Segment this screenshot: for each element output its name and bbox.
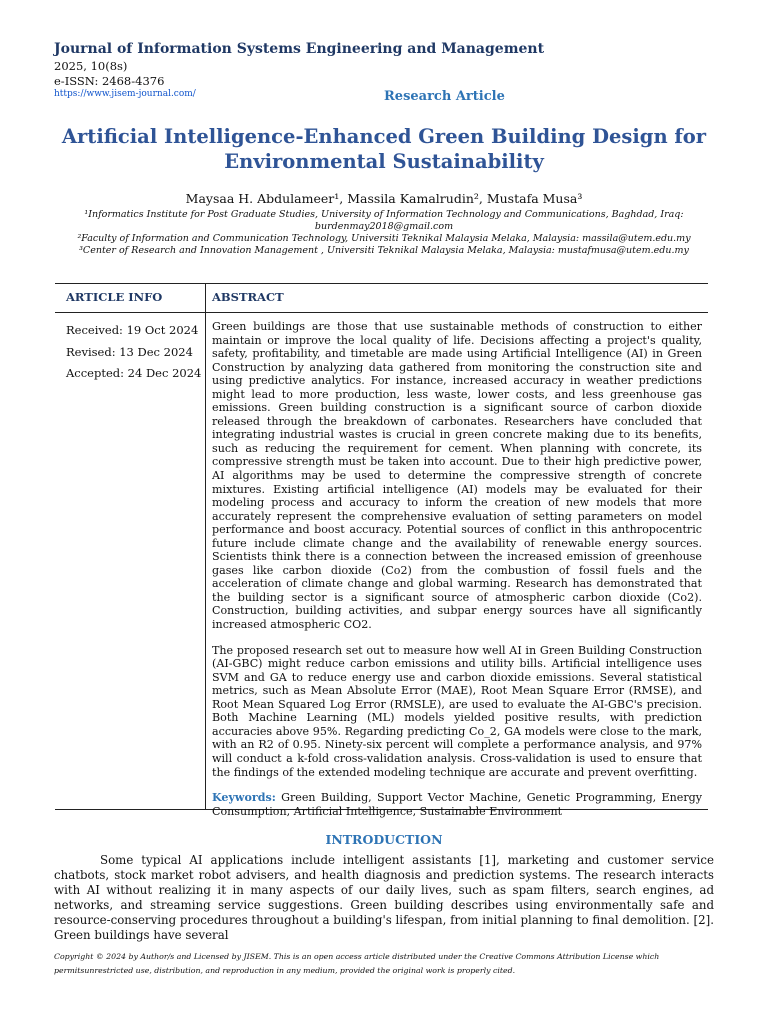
affiliation-3: ³Center of Research and Innovation Management , Universiti Teknikal Malaysia Melaka, Malaysia: mustafmusa@utem.edu.my bbox=[79, 245, 689, 256]
abstract-paragraph-1: Green buildings are those that use sustainable methods of construction to either maintain or improve the local quality of life. Decisions affecting a project's quality, safety, profitability, and timetable are made using Artificial Intelligence (AI) in Green Construction by analyzing data gathered from monitoring the construction site and using predictive analytics. For instance, increased accuracy in weather predictions might lead to more production, less waste, lower costs, and less greenhouse gas emissions. Green building construction is a significant source of carbon dioxide released through the breakdown of carbonates. Researchers have concluded that integrating industrial wastes is crucial in green concrete making due to its benefits, such as reducing the requirement for cement. When planning with concrete, its compressive strength must be taken into account. Due to their high predictive power, AI algorithms may be used to determine the compressive strength of concrete mixtures. Existing artificial intelligence (AI) models may be evaluated for their modeling process and accuracy to inform the creation of new models that more accurately represent the comprehensive evaluation of setting parameters on model performance and boost accuracy. Potential sources of conflict in this anthropocentric future include climate change and the availability of renewable energy sources. Scientists think there is a connection between the increased emission of greenhouse gases like carbon dioxide (Co2) from the combustion of fossil fuels and the acceleration of climate change and global warming. Research has demonstrated that the building sector is a significant source of atmospheric carbon dioxide (Co2). Construction, building activities, and subpar energy sources have all significantly increased atmospheric CO2. bbox=[212, 320, 702, 632]
abstract-body bbox=[212, 320, 702, 818]
paper-title-line-1: Artificial Intelligence-Enhanced Green Building Design for bbox=[61, 125, 707, 148]
abstract-paragraph-2: The proposed research set out to measure how well AI in Green Building Construction (AI-GBC) might reduce carbon emissions and utility bills. Artificial intelligence uses SVM and GA to reduce energy use and carbon dioxide emissions. Several statistical metrics, such as Mean Absolute Error (MAE), Root Mean Square Error (RMSE), and Root Mean Squared Log Error (RMSLE), are used to evaluate the AI-GBC's precision. Both Machine Learning (ML) models yielded positive results, with prediction accuracies above 95%. Regarding predicting Co_2, GA models were close to the mark, with an R2 of 0.95. Ninety-six percent will complete a performance analysis, and 97% will conduct a k-fold cross-validation analysis. Cross-validation is used to ensure that the findings of the extended modeling technique are accurate and prevent overfitting. bbox=[212, 643, 702, 779]
paper-title-line-2: Environmental Sustainability bbox=[224, 150, 544, 173]
keywords-label: Keywords: bbox=[212, 791, 276, 805]
article-type-label: Research Article bbox=[384, 89, 505, 104]
affiliation-1: ¹Informatics Institute for Post Graduate Studies, University of Information Technology and Communications, Baghdad, Iraq: bbox=[84, 209, 684, 220]
journal-url-link[interactable]: https://www.jisem-journal.com/ bbox=[54, 89, 196, 99]
author-list: Maysaa H. Abdulameer¹, Massila Kamalrudin², Mustafa Musa³ bbox=[185, 191, 583, 206]
affiliation-list bbox=[70, 209, 698, 257]
table-top-rule bbox=[55, 283, 708, 284]
keywords-block bbox=[212, 791, 702, 818]
table-header-rule bbox=[55, 312, 708, 313]
introduction-heading: INTRODUCTION bbox=[325, 832, 443, 847]
abstract-heading: ABSTRACT bbox=[212, 290, 284, 304]
introduction-paragraph: Some typical AI applications include intelligent assistants [1], marketing and customer service chatbots, stock market robot advisers, and health diagnosis and prediction systems. The research interacts with AI without realizing it in many aspects of our daily lives, such as spam filters, search engines, ad networks, and streaming service suggestions. Green building describes using environmentally safe and resource-conserving procedures throughout a building's lifespan, from initial planning to final demolition. [2]. Green buildings have several bbox=[54, 853, 714, 943]
affiliation-2: ²Faculty of Information and Communication Technology, Universiti Teknikal Malaysia Melaka, Malaysia: massila@utem.edu.my bbox=[77, 233, 691, 244]
copyright-notice: Copyright © 2024 by Author/s and Licensed by JISEM. This is an open access article distributed under the Creative Commons Attribution License which permitsunrestricted use, distribution, and reproduction in any medium, provided the original work is properly cited. bbox=[54, 952, 660, 975]
keywords-text: Green Building, Support Vector Machine, Genetic Programming, Energy Consumption, Artificial Intelligence, Sustainable Environment bbox=[212, 791, 702, 818]
paper-title bbox=[40, 124, 728, 174]
revised-date: Revised: 13 Dec 2024 bbox=[66, 344, 193, 359]
journal-volume: 2025, 10(8s) bbox=[54, 59, 128, 73]
article-dates bbox=[66, 320, 201, 385]
received-date: Received: 19 Oct 2024 bbox=[66, 323, 199, 337]
table-column-divider bbox=[205, 283, 206, 810]
journal-issn: e-ISSN: 2468-4376 bbox=[54, 74, 165, 88]
accepted-date: Accepted: 24 Dec 2024 bbox=[66, 366, 202, 380]
article-info-heading: ARTICLE INFO bbox=[66, 290, 163, 304]
journal-name: Journal of Information Systems Engineering and Management bbox=[54, 41, 545, 57]
affiliation-1-email: burdenmay2018@gmail.com bbox=[314, 221, 454, 232]
